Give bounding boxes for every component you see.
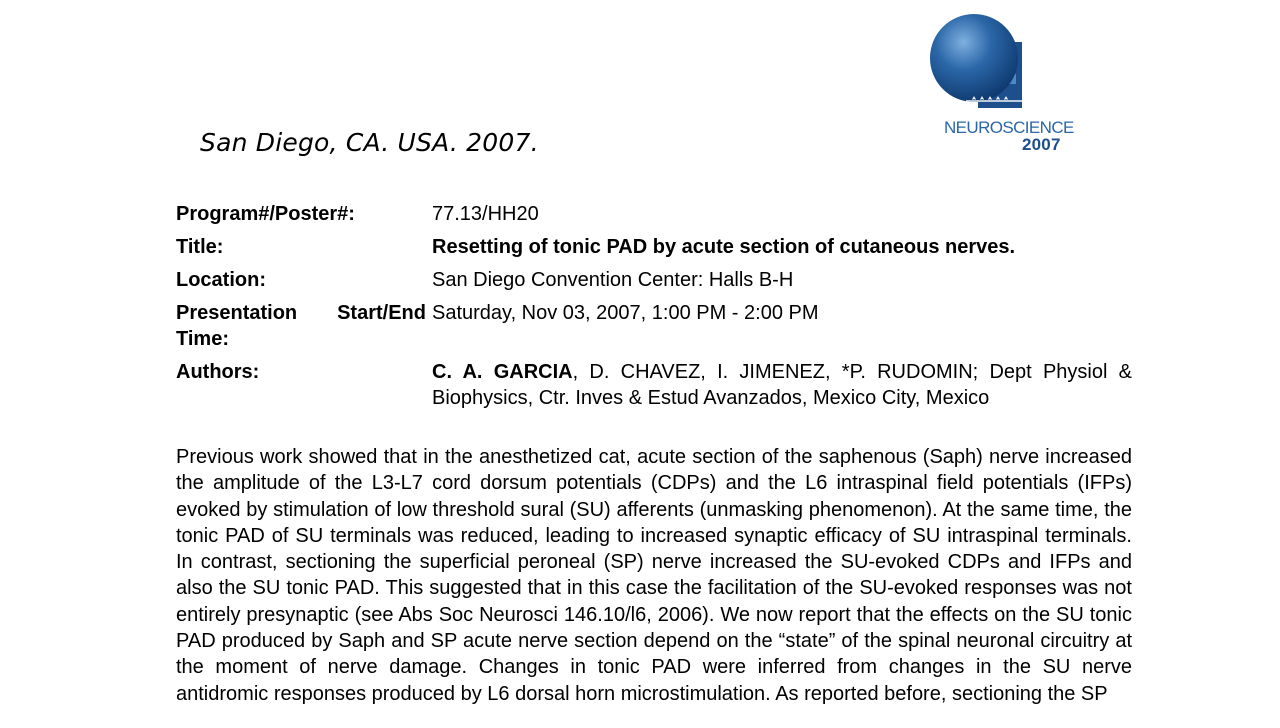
logo-year: 2007 xyxy=(1022,135,1061,154)
time-label: Presentation Start/End Time: xyxy=(176,302,426,350)
location-line: San Diego, CA. USA. 2007. xyxy=(200,128,539,157)
location-value: San Diego Convention Center: Halls B-H xyxy=(432,269,794,291)
other-authors: , D. CHAVEZ, I. JIMENEZ, *P. RUDOMIN; Dept Physiol & Biophysics, Ctr. Inves & Estud Avanzados, Mexico City, Mexico xyxy=(432,361,1132,409)
title-label: Title: xyxy=(176,236,224,258)
logo-word: NEUROSCIENCE xyxy=(944,118,1074,137)
location-label: Location: xyxy=(176,269,266,291)
time-value: Saturday, Nov 03, 2007, 1:00 PM - 2:00 PM xyxy=(432,302,819,324)
meta-row-time xyxy=(176,300,1132,352)
authors-value xyxy=(432,359,1132,411)
program-label: Program#/Poster#: xyxy=(176,203,355,225)
neuroscience-logo xyxy=(928,14,1088,156)
globe-icon xyxy=(928,14,1028,114)
meta-row-title xyxy=(176,234,1132,260)
program-value: 77.13/HH20 xyxy=(432,203,539,225)
meta-table xyxy=(176,201,1132,418)
meta-row-authors xyxy=(176,359,1132,411)
title-value: Resetting of tonic PAD by acute section of cutaneous nerves. xyxy=(432,236,1016,258)
authors-label: Authors: xyxy=(176,361,260,383)
meta-row-location xyxy=(176,267,1132,293)
lead-author: C. A. GARCIA xyxy=(432,361,573,383)
meta-row-program xyxy=(176,201,1132,227)
abstract-text: Previous work showed that in the anesthetized cat, acute section of the saphenous (Saph) nerve increased the amplitude of the L3-L7 cord dorsum potentials (CDPs) and the L6 intraspinal field potentials (IFPs) evoked by stimulation of low threshold sural (SU) afferents (unmasking phenomenon). At the same time, the tonic PAD of SU terminals was reduced, leading to increased synaptic efficacy of SU intraspinal terminals. In contrast, sectioning the superficial peroneal (SP) nerve increased the SU-evoked CDPs and IFPs and also the SU tonic PAD. This suggested that in this case the facilitation of the SU-evoked responses was not entirely presynaptic (see Abs Soc Neurosci 146.10/l6, 2006). We now report that the effects on the SU tonic PAD produced by Saph and SP acute nerve section depend on the “state” of the spinal neuronal circuitry at the moment of nerve damage. Changes in tonic PAD were inferred from changes in the SU nerve antidromic responses produced by L6 dorsal horn microstimulation. As reported before, sectioning the SP xyxy=(176,446,1132,705)
